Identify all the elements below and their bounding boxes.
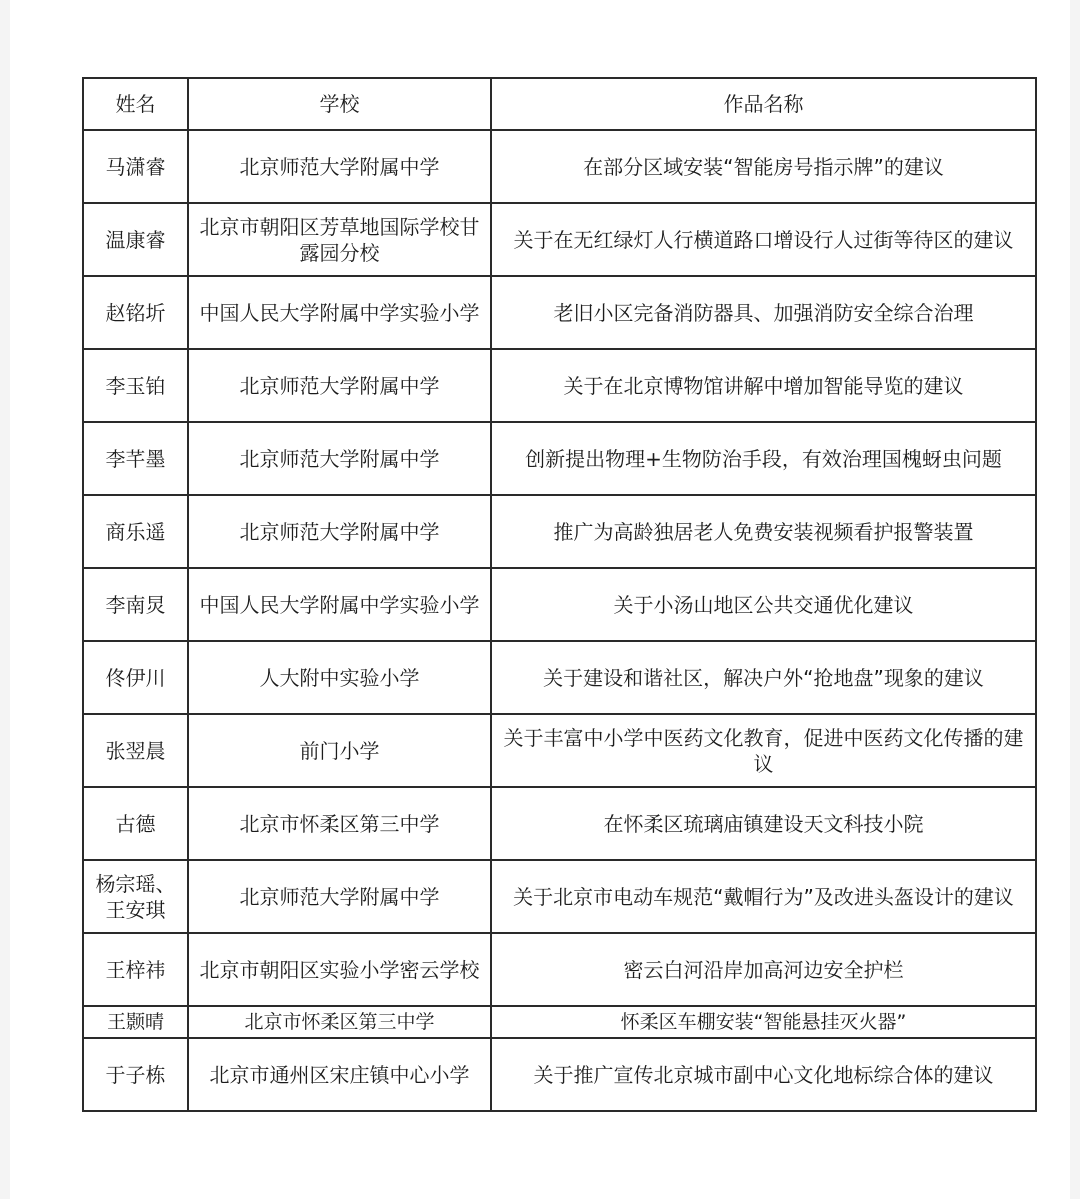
cell-school: 北京市怀柔区第三中学: [188, 1006, 491, 1038]
cell-name: 温康睿: [83, 203, 188, 276]
header-school: 学校: [188, 78, 491, 130]
cell-school: 北京师范大学附属中学: [188, 130, 491, 203]
table-row: [83, 1006, 1036, 1038]
cell-work: 老旧小区完备消防器具、加强消防安全综合治理: [491, 276, 1036, 349]
cell-school: 北京市怀柔区第三中学: [188, 787, 491, 860]
table-row: [83, 276, 1036, 349]
cell-name: 李南炅: [83, 568, 188, 641]
cell-school: 中国人民大学附属中学实验小学: [188, 276, 491, 349]
cell-school: 北京市通州区宋庄镇中心小学: [188, 1038, 491, 1111]
table-row: [83, 787, 1036, 860]
table-row: [83, 422, 1036, 495]
table-row: [83, 203, 1036, 276]
cell-work: 推广为高龄独居老人免费安装视频看护报警装置: [491, 495, 1036, 568]
cell-name: 马潇睿: [83, 130, 188, 203]
cell-work: 怀柔区车棚安装“智能悬挂灭火器”: [491, 1006, 1036, 1038]
cell-work: 关于北京市电动车规范“戴帽行为”及改进头盔设计的建议: [491, 860, 1036, 933]
cell-name: 张翌晨: [83, 714, 188, 787]
table-row: [83, 349, 1036, 422]
cell-work: 密云白河沿岸加高河边安全护栏: [491, 933, 1036, 1006]
cell-work: 关于建设和谐社区，解决户外“抢地盘”现象的建议: [491, 641, 1036, 714]
cell-work: 关于小汤山地区公共交通优化建议: [491, 568, 1036, 641]
header-work: 作品名称: [491, 78, 1036, 130]
cell-name: 古德: [83, 787, 188, 860]
cell-name: 李玉铂: [83, 349, 188, 422]
cell-school: 前门小学: [188, 714, 491, 787]
cell-school: 人大附中实验小学: [188, 641, 491, 714]
table-row: [83, 714, 1036, 787]
cell-school: 北京师范大学附属中学: [188, 349, 491, 422]
table-row: [83, 933, 1036, 1006]
awards-table: [82, 77, 1037, 1112]
table-row: [83, 130, 1036, 203]
cell-school: 北京市朝阳区实验小学密云学校: [188, 933, 491, 1006]
cell-name: 李芊墨: [83, 422, 188, 495]
cell-school: 北京师范大学附属中学: [188, 860, 491, 933]
cell-name: 于子栋: [83, 1038, 188, 1111]
cell-name: 杨宗瑶、王安琪: [83, 860, 188, 933]
table-row: [83, 641, 1036, 714]
table-row: [83, 1038, 1036, 1111]
cell-work: 关于推广宣传北京城市副中心文化地标综合体的建议: [491, 1038, 1036, 1111]
cell-school: 北京市朝阳区芳草地国际学校甘露园分校: [188, 203, 491, 276]
header-name: 姓名: [83, 78, 188, 130]
cell-work: 关于丰富中小学中医药文化教育，促进中医药文化传播的建议: [491, 714, 1036, 787]
table-row: [83, 495, 1036, 568]
cell-name: 王梓祎: [83, 933, 188, 1006]
table-row: [83, 568, 1036, 641]
cell-school: 北京师范大学附属中学: [188, 422, 491, 495]
cell-work: 关于在北京博物馆讲解中增加智能导览的建议: [491, 349, 1036, 422]
cell-name: 佟伊川: [83, 641, 188, 714]
cell-work: 创新提出物理+生物防治手段，有效治理国槐蚜虫问题: [491, 422, 1036, 495]
cell-work: 在怀柔区琉璃庙镇建设天文科技小院: [491, 787, 1036, 860]
cell-name: 赵铭圻: [83, 276, 188, 349]
cell-work: 关于在无红绿灯人行横道路口增设行人过街等待区的建议: [491, 203, 1036, 276]
cell-school: 北京师范大学附属中学: [188, 495, 491, 568]
cell-school: 中国人民大学附属中学实验小学: [188, 568, 491, 641]
table-header-row: [83, 78, 1036, 130]
table-row: [83, 860, 1036, 933]
cell-name: 商乐遥: [83, 495, 188, 568]
cell-work: 在部分区域安装“智能房号指示牌”的建议: [491, 130, 1036, 203]
cell-name: 王颢晴: [83, 1006, 188, 1038]
